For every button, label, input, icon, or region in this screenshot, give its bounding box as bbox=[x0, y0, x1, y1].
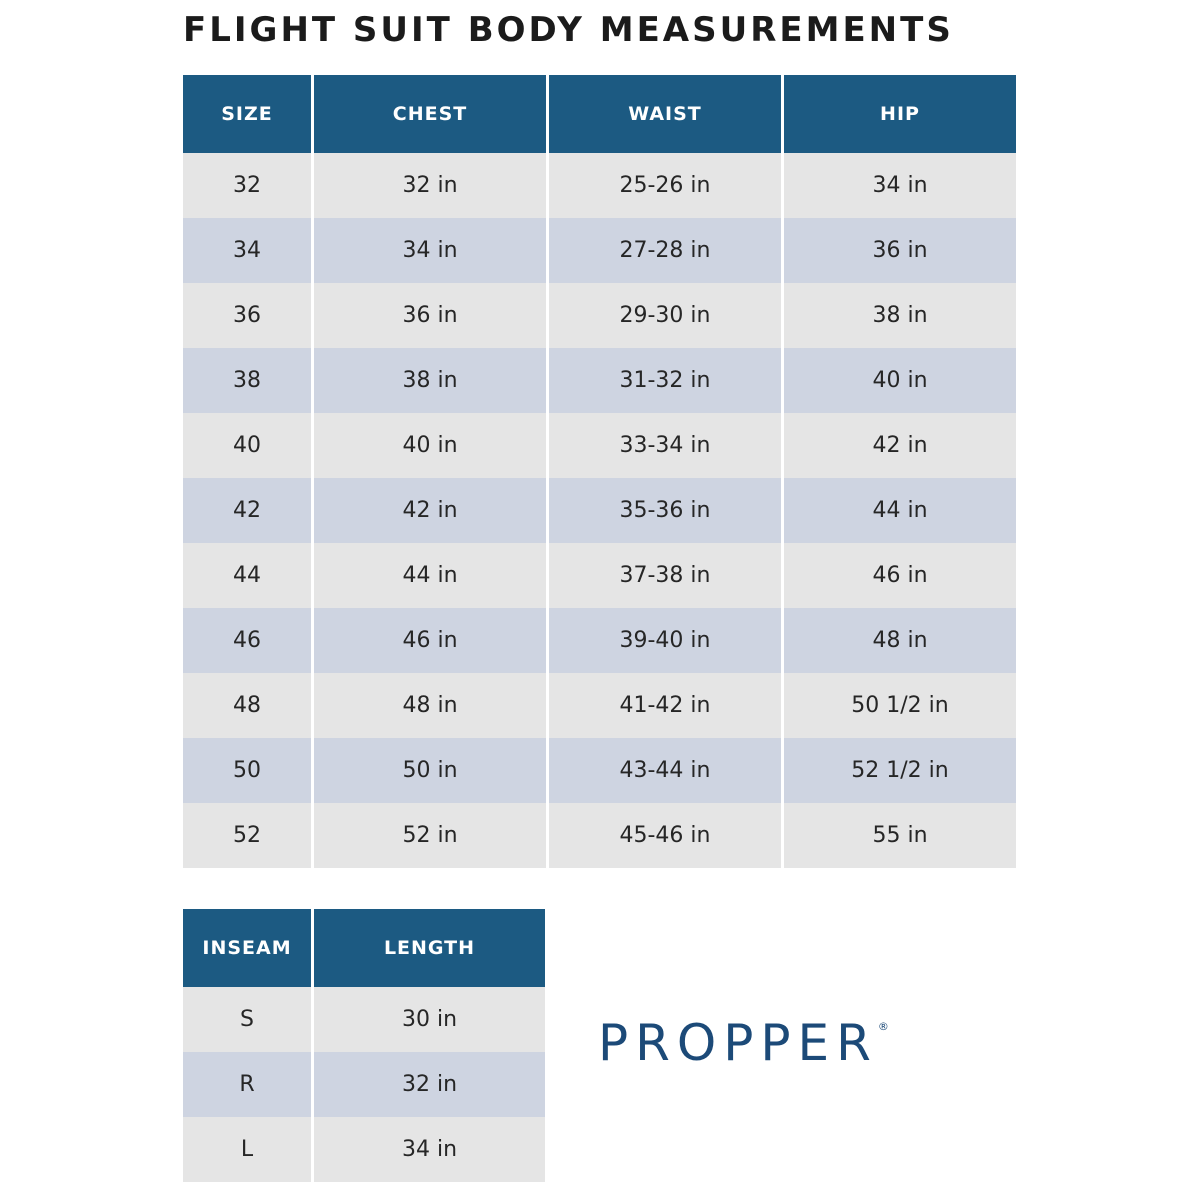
hip-cell: 55 in bbox=[784, 803, 1016, 868]
hip-cell: 50 1/2 in bbox=[784, 673, 1016, 738]
header-length: LENGTH bbox=[314, 909, 545, 987]
size-cell: 34 bbox=[183, 218, 311, 283]
header-size: SIZE bbox=[183, 75, 311, 153]
size-cell: 46 bbox=[183, 608, 311, 673]
waist-cell: 39-40 in bbox=[549, 608, 781, 673]
hip-cell: 52 1/2 in bbox=[784, 738, 1016, 803]
hip-cell: 40 in bbox=[784, 348, 1016, 413]
chest-cell: 32 in bbox=[314, 153, 546, 218]
length-cell: 30 in bbox=[314, 987, 545, 1052]
waist-cell: 45-46 in bbox=[549, 803, 781, 868]
table-row bbox=[183, 153, 1016, 218]
waist-cell: 25-26 in bbox=[549, 153, 781, 218]
size-cell: 32 bbox=[183, 153, 311, 218]
table-row bbox=[183, 673, 1016, 738]
inseam-cell: R bbox=[183, 1052, 311, 1117]
size-cell: 42 bbox=[183, 478, 311, 543]
inseam-cell: S bbox=[183, 987, 311, 1052]
size-cell: 44 bbox=[183, 543, 311, 608]
waist-cell: 33-34 in bbox=[549, 413, 781, 478]
brand-name: PROPPER bbox=[598, 1014, 878, 1072]
chest-cell: 38 in bbox=[314, 348, 546, 413]
size-cell: 40 bbox=[183, 413, 311, 478]
inseam-cell: L bbox=[183, 1117, 311, 1182]
chest-cell: 52 in bbox=[314, 803, 546, 868]
header-chest: CHEST bbox=[314, 75, 546, 153]
waist-cell: 37-38 in bbox=[549, 543, 781, 608]
waist-cell: 35-36 in bbox=[549, 478, 781, 543]
size-cell: 52 bbox=[183, 803, 311, 868]
waist-cell: 31-32 in bbox=[549, 348, 781, 413]
table-row bbox=[183, 1117, 545, 1182]
table-row bbox=[183, 348, 1016, 413]
waist-cell: 27-28 in bbox=[549, 218, 781, 283]
chest-cell: 44 in bbox=[314, 543, 546, 608]
table-row bbox=[183, 738, 1016, 803]
chest-cell: 36 in bbox=[314, 283, 546, 348]
size-cell: 38 bbox=[183, 348, 311, 413]
header-inseam: INSEAM bbox=[183, 909, 311, 987]
header-waist: WAIST bbox=[549, 75, 781, 153]
propper-logo bbox=[598, 1014, 889, 1072]
hip-cell: 36 in bbox=[784, 218, 1016, 283]
length-cell: 34 in bbox=[314, 1117, 545, 1182]
table-row bbox=[183, 413, 1016, 478]
table-row bbox=[183, 1052, 545, 1117]
body-measurements-table bbox=[180, 75, 1019, 868]
header-hip: HIP bbox=[784, 75, 1016, 153]
hip-cell: 38 in bbox=[784, 283, 1016, 348]
chest-cell: 42 in bbox=[314, 478, 546, 543]
table-row bbox=[183, 478, 1016, 543]
table-row bbox=[183, 987, 545, 1052]
hip-cell: 42 in bbox=[784, 413, 1016, 478]
size-cell: 48 bbox=[183, 673, 311, 738]
chest-cell: 50 in bbox=[314, 738, 546, 803]
registered-mark: ® bbox=[877, 1020, 889, 1033]
table-row bbox=[183, 218, 1016, 283]
hip-cell: 34 in bbox=[784, 153, 1016, 218]
hip-cell: 46 in bbox=[784, 543, 1016, 608]
length-cell: 32 in bbox=[314, 1052, 545, 1117]
waist-cell: 41-42 in bbox=[549, 673, 781, 738]
table-row bbox=[183, 543, 1016, 608]
table-row bbox=[183, 803, 1016, 868]
table-row bbox=[183, 283, 1016, 348]
size-cell: 50 bbox=[183, 738, 311, 803]
waist-cell: 29-30 in bbox=[549, 283, 781, 348]
chest-cell: 40 in bbox=[314, 413, 546, 478]
chest-cell: 48 in bbox=[314, 673, 546, 738]
chest-cell: 46 in bbox=[314, 608, 546, 673]
chest-cell: 34 in bbox=[314, 218, 546, 283]
hip-cell: 44 in bbox=[784, 478, 1016, 543]
inseam-table bbox=[180, 909, 548, 1182]
table-row bbox=[183, 608, 1016, 673]
table-header-row bbox=[183, 75, 1016, 153]
waist-cell: 43-44 in bbox=[549, 738, 781, 803]
hip-cell: 48 in bbox=[784, 608, 1016, 673]
table-header-row bbox=[183, 909, 545, 987]
size-cell: 36 bbox=[183, 283, 311, 348]
page-title: FLIGHT SUIT BODY MEASUREMENTS bbox=[183, 10, 954, 50]
